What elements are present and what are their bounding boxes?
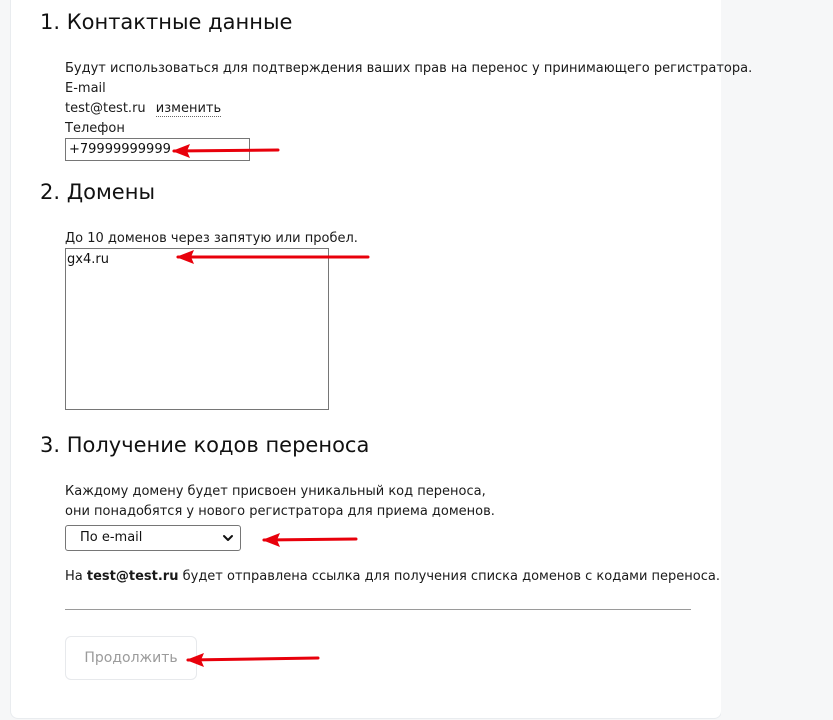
annotation-arrow-icon	[184, 650, 322, 668]
chevron-down-icon	[220, 530, 236, 546]
annotation-arrow-icon	[260, 531, 360, 549]
domains-heading: 2. Домены	[40, 180, 156, 204]
email-row	[65, 100, 221, 118]
form-divider	[65, 609, 691, 610]
codes-description-line1: Каждому домену будет присвоен уникальный код переноса,	[65, 484, 486, 499]
phone-label: Телефон	[65, 121, 125, 136]
email-value: test@test.ru	[65, 101, 146, 116]
delivery-method-select[interactable]	[65, 525, 241, 551]
annotation-arrow-icon	[170, 142, 282, 160]
delivery-note-suffix: будет отправлена ссылка для получения списка доменов с кодами переноса.	[182, 569, 720, 584]
delivery-note	[65, 568, 720, 586]
change-email-link[interactable]: изменить	[155, 101, 222, 116]
right-background	[721, 0, 833, 720]
domains-hint: До 10 доменов через запятую или пробел.	[65, 231, 358, 246]
annotation-arrow-icon	[174, 248, 372, 266]
contacts-description: Будут использоваться для подтверждения ваших прав на перенос у принимающего регистратора.	[65, 61, 753, 76]
domains-textarea[interactable]	[65, 248, 329, 410]
codes-description-line2: они понадобятся у нового регистратора для приема доменов.	[65, 504, 495, 519]
codes-heading: 3. Получение кодов переноса	[40, 433, 370, 457]
continue-button[interactable]: Продолжить	[65, 636, 197, 680]
delivery-method-selected: По e-mail	[80, 530, 143, 545]
email-label: E-mail	[65, 81, 106, 96]
delivery-note-prefix: На	[65, 569, 83, 584]
contacts-heading: 1. Контактные данные	[40, 10, 293, 34]
delivery-note-email: test@test.ru	[86, 569, 179, 584]
